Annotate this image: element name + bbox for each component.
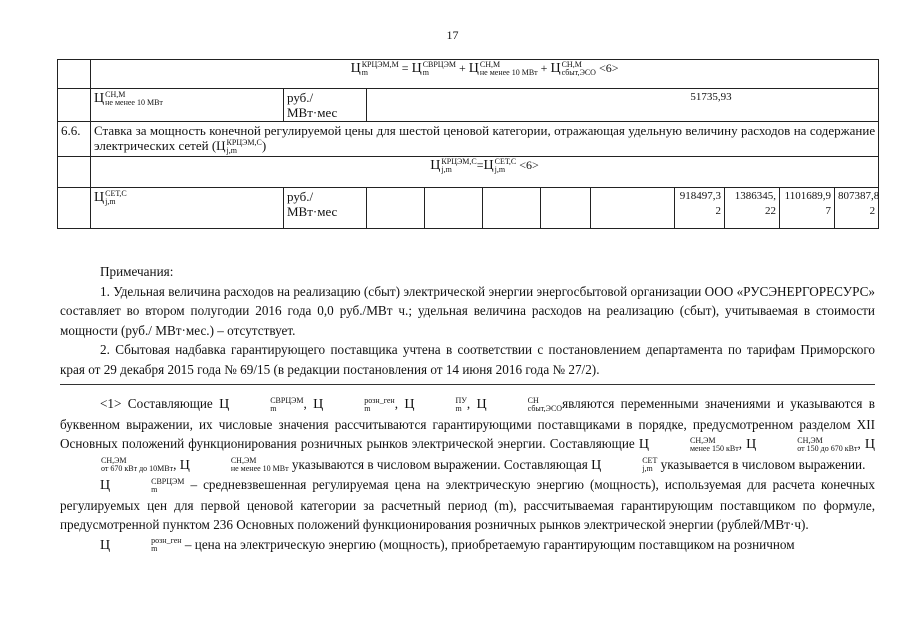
symbol-cn-m: Ц СН,М не менее 10 МВт	[91, 89, 284, 122]
formula-krcem-m: Ц КРЦЭМ,М m = Ц СВРЦЭМ m + Ц СН,М не менее 10 МВт + Ц СН,М сбыт,ЭСО <6>	[91, 60, 879, 89]
note-2: 2. Сбытовая надбавка гарантирующего поставщика учтена в соответствии с постановлением департамента по тарифам Приморского края от 29 декабря 2015 года № 69/15 (в редакции постановления от 14 июня 2016 года № 27/2).	[60, 342, 875, 377]
unit-cell: руб./ МВт·мес	[284, 188, 367, 229]
value-cell: 807387,8 2	[835, 188, 879, 229]
row-cet-c	[58, 188, 879, 229]
symbol-cet-c: Ц СЕТ,С j,m	[91, 188, 284, 229]
row-cn-m	[58, 89, 879, 122]
formula-row-1	[58, 60, 879, 89]
value-cell: 1101689,9 7	[780, 188, 835, 229]
formula-krcem-c: Ц КРЦЭМ,С j,m =Ц СЕТ,С j,m <6>	[91, 157, 879, 188]
value-cell: 918497,3 2	[675, 188, 725, 229]
unit-cell: руб./ МВт·мес	[284, 89, 367, 122]
tariff-table	[57, 59, 879, 229]
page-number: 17	[446, 28, 459, 42]
footnote-1: <1> Составляющие Ц СВРЦЭМ m , Ц розн_ген m , Ц ПУ m , Ц СН сбыт,ЭСО являются переменными значениями и указываются в буквенном выражении, их числовые значения рассчитываются гарантирующими поставщиками в порядке, предусмотренном разделом XII Основных положений функционирования розничных рынков электрической энергии. Составляющие Ц СН,ЭМ менее 150 кВт , Ц СН,ЭМ от 150 до 670 кВт , Ц СН,ЭМ от 670 кВт до 10МВт , Ц СН,ЭМ не менее 10 МВт указываются в числовом выражении. Составляющая Ц СЕТ j,m указывается в числовом выражении.	[60, 395, 876, 474]
value-cn-m: 51735,93	[367, 89, 879, 122]
value-cell: 1386345, 22	[725, 188, 780, 229]
footnote-rozn-gen: Ц розн_ген m – цена на электрическую энергию (мощность), приобретаемую гарантирующим поставщиком на розничном	[100, 536, 795, 554]
footnotes-section	[60, 394, 875, 555]
formula-row-2	[58, 157, 879, 188]
note-1: 1. Удельная величина расходов на реализацию (сбыт) электрической энергии энергосбытовой организации ООО «РУСЭНЕРГОРЕСУРС» составляет во втором полугодии 2016 года 0,0 руб./МВт ч.; удельная величина расходов на реализацию (сбыт), учитываемая в стоимости мощности (руб./ МВт·мес.) – отсутствует.	[60, 283, 875, 338]
row-number: 6.6.	[58, 122, 91, 157]
notes-title: Примечания:	[100, 264, 174, 279]
footnote-cvrcem: Ц СВРЦЭМ m – средневзвешенная регулируемая цена на электрическую энергию (мощность), используемая для расчета конечных регулируемых цен для первой ценовой категории за расчетный период (m), рассчитываемая гарантирующим поставщиком по формуле, предусмотренной пунктом 236 Основных положений функционирования розничных рынков электрической энергии (рублей/МВт·ч).	[60, 476, 875, 532]
row-6-6	[58, 122, 879, 157]
footnote-separator	[60, 384, 875, 385]
notes-section	[60, 262, 875, 379]
row-6-6-description: Ставка за мощность конечной регулируемой цены для шестой ценовой категории, отражающая удельную величину расходов на содержание электрических сетей (Ц КРЦЭМ,С j,m )	[91, 122, 879, 157]
